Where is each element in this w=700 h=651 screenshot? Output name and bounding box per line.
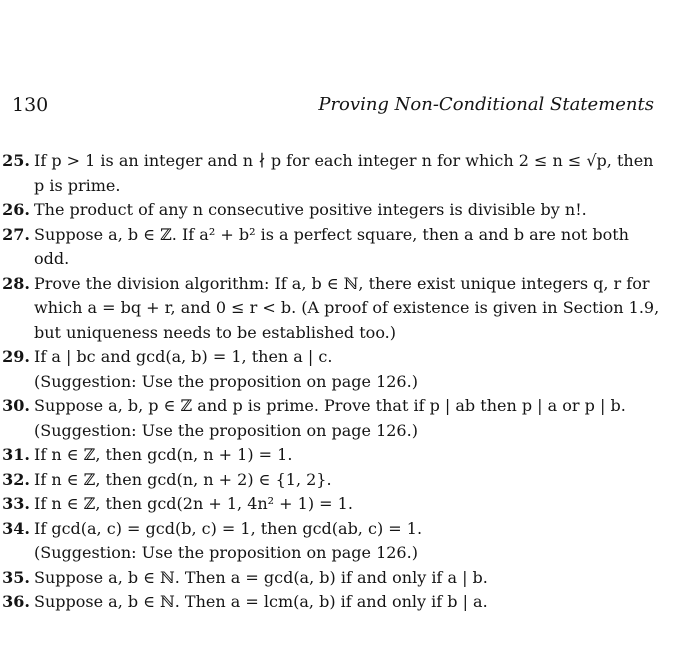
exercise-32 bbox=[0, 468, 660, 493]
exercise-26 bbox=[0, 198, 660, 223]
exercise-27 bbox=[0, 223, 660, 272]
exercise-text: Suppose a, b, p ∈ ℤ and p is prime. Prove that if p | ab then p | a or p | b. bbox=[34, 396, 626, 415]
exercise-text: Suppose a, b ∈ ℤ. If a² + b² is a perfect square, then a and b are not both odd. bbox=[34, 224, 629, 268]
exercise-text: If n ∈ ℤ, then gcd(n, n + 2) ∈ {1, 2}. bbox=[34, 469, 332, 489]
exercise-text: If p > 1 is an integer and n ∤ p for each integer n for which 2 ≤ n ≤ √p, then p is prime. bbox=[34, 151, 654, 195]
exercise-number: 31. bbox=[2, 445, 30, 464]
chapter-title: Proving Non-Conditional Statements bbox=[318, 94, 654, 115]
exercise-number: 32. bbox=[2, 469, 30, 489]
exercise-text: The product of any n consecutive positive integers is divisible by n!. bbox=[34, 200, 587, 219]
exercise-number: 29. bbox=[2, 347, 30, 366]
exercise-text: If a | bc and gcd(a, b) = 1, then a | c. bbox=[34, 347, 333, 366]
exercise-31 bbox=[0, 443, 660, 468]
exercise-number: 34. bbox=[2, 518, 30, 538]
exercise-35 bbox=[0, 566, 660, 591]
exercise-text: Suppose a, b ∈ ℕ. Then a = lcm(a, b) if and only if b | a. bbox=[34, 592, 488, 611]
exercise-suggestion: (Suggestion: Use the proposition on page 126.) bbox=[34, 543, 418, 562]
page-number: 130 bbox=[12, 94, 49, 116]
exercise-number: 36. bbox=[2, 592, 30, 611]
exercise-text: Prove the division algorithm: If a, b ∈ ℕ, there exist unique integers q, r for which a = bq + r, and 0 ≤ r < b. (A proof of existence is given in Section 1.9, but uniqueness needs to be established too.) bbox=[34, 273, 660, 342]
exercise-28 bbox=[0, 272, 660, 346]
exercise-number: 28. bbox=[2, 273, 30, 293]
exercise-text: If gcd(a, c) = gcd(b, c) = 1, then gcd(ab, c) = 1. bbox=[34, 518, 423, 538]
exercise-suggestion: (Suggestion: Use the proposition on page 126.) bbox=[34, 371, 418, 391]
exercise-list bbox=[0, 149, 660, 615]
exercise-number: 30. bbox=[2, 396, 30, 415]
exercise-25 bbox=[0, 149, 660, 198]
exercise-suggestion: (Suggestion: Use the proposition on page 126.) bbox=[34, 420, 418, 440]
exercise-number: 35. bbox=[2, 567, 30, 587]
exercise-29 bbox=[0, 345, 660, 394]
exercise-34 bbox=[0, 517, 660, 566]
exercise-number: 26. bbox=[2, 200, 30, 219]
exercise-text: If n ∈ ℤ, then gcd(2n + 1, 4n² + 1) = 1. bbox=[34, 494, 353, 513]
exercise-36 bbox=[0, 590, 660, 615]
exercise-text: Suppose a, b ∈ ℕ. Then a = gcd(a, b) if and only if a | b. bbox=[34, 567, 488, 587]
exercise-number: 25. bbox=[2, 151, 30, 170]
exercise-33 bbox=[0, 492, 660, 517]
exercise-text: If n ∈ ℤ, then gcd(n, n + 1) = 1. bbox=[34, 445, 293, 464]
exercise-number: 33. bbox=[2, 494, 30, 513]
exercise-30 bbox=[0, 394, 660, 443]
exercise-number: 27. bbox=[2, 224, 30, 244]
